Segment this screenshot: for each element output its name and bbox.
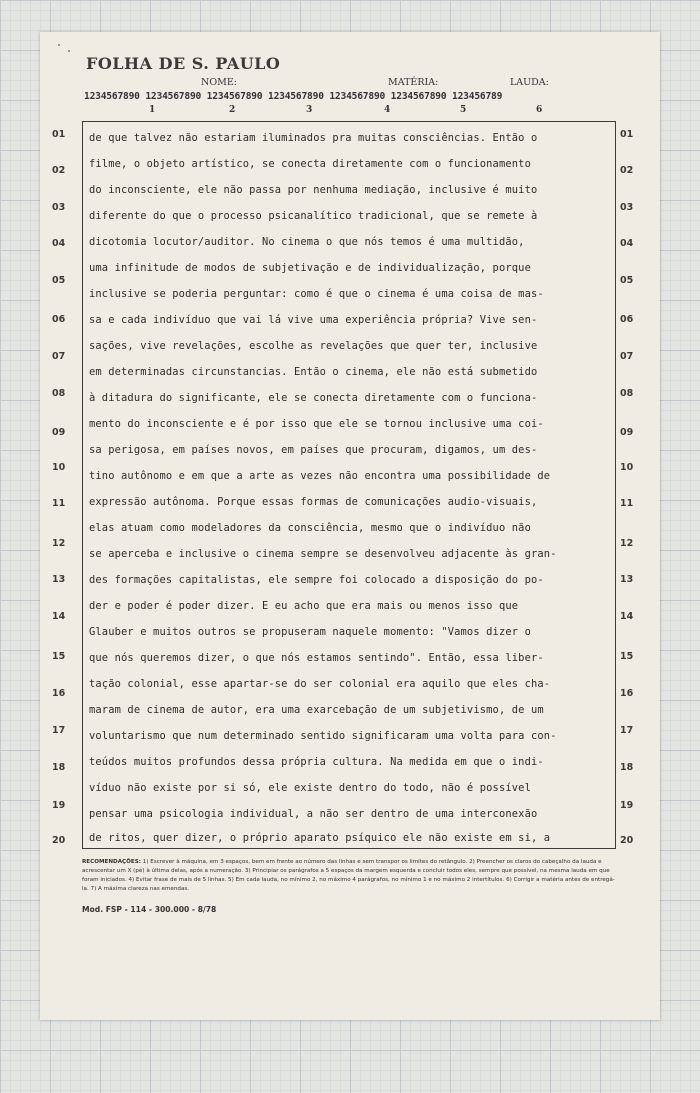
instructions-text: 1) Escrever à máquina, em 3 espaços, bem em frente ao número das linhas e sem transpor os limites do retângulo. 2) Preencher os claros do cabeçalho da lauda e acrescentar um X (pé) à última delas, após a numeração. 3) Principiar os parágrafos a 5 espaços da margem esquerda e concluir todos eles, sempre que possível, na mesma lauda em que foram iniciados. 4) Evitar frase de mais de 5 linhas. 5) Em cada lauda, no mínimo 2, no máximo 4 parágrafos, no mínimo 1 e no máximo 2 intertítulos. 6) Corrigir a matéria antes de entregá-la. 7) A máxima clareza nas emendas. bbox=[82, 859, 615, 892]
typed-line: Glauber e muitos outros se propuseram naquele momento: "Vamos dizer o bbox=[89, 626, 531, 638]
line-number-right: 14 bbox=[620, 611, 634, 622]
newspaper-masthead: FOLHA DE S. PAULO bbox=[86, 54, 281, 73]
line-number-right: 03 bbox=[620, 202, 634, 213]
line-number-right: 07 bbox=[620, 351, 634, 362]
line-number-left: 03 bbox=[52, 202, 66, 213]
line-number-right: 10 bbox=[620, 462, 634, 473]
line-number-right: 02 bbox=[620, 165, 634, 176]
typed-line: víduo não existe por si só, ele existe dentro do todo, não é possível bbox=[89, 782, 531, 794]
line-number-left: 11 bbox=[52, 498, 66, 509]
line-number-right: 08 bbox=[620, 388, 634, 399]
typed-line: elas atuam como modeladores da consciência, mesmo que o indivíduo não bbox=[89, 522, 531, 534]
typed-line: des formações capitalistas, ele sempre foi colocado a disposição do po- bbox=[89, 574, 544, 586]
line-number-left: 16 bbox=[52, 688, 66, 699]
line-number-right: 05 bbox=[620, 275, 634, 286]
line-number-left: 05 bbox=[52, 275, 66, 286]
line-number-left: 20 bbox=[52, 835, 66, 846]
typed-line: uma infinitude de modos de subjetivação e de individualização, porque bbox=[89, 262, 531, 274]
line-number-left: 07 bbox=[52, 351, 66, 362]
materia-field-label: MATÉRIA: bbox=[388, 77, 439, 88]
lauda-field-label: LAUDA: bbox=[510, 77, 549, 88]
column-ruler-mark: 3 bbox=[306, 105, 313, 115]
typing-area-rectangle bbox=[82, 121, 616, 849]
typed-line: à ditadura do significante, ele se conecta diretamente com o funciona- bbox=[89, 392, 538, 404]
line-number-left: 14 bbox=[52, 611, 66, 622]
line-number-left: 06 bbox=[52, 314, 66, 325]
line-number-right: 04 bbox=[620, 238, 634, 249]
line-number-right: 06 bbox=[620, 314, 634, 325]
line-number-right: 17 bbox=[620, 725, 634, 736]
typed-line: de ritos, quer dizer, o próprio aparato psíquico ele não existe em si, a bbox=[89, 832, 551, 844]
line-number-left: 18 bbox=[52, 762, 66, 773]
typed-line: pensar uma psicologia individual, a não ser dentro de uma interconexão bbox=[89, 808, 538, 820]
column-ruler-mark: 2 bbox=[229, 105, 236, 115]
typed-line: voluntarismo que num determinado sentido significaram uma volta para con- bbox=[89, 730, 557, 742]
line-number-left: 04 bbox=[52, 238, 66, 249]
column-ruler: 1234567890 1234567890 1234567890 1234567890 1234567890 1234567890 123456789 bbox=[84, 91, 503, 102]
nome-field-label: NOME: bbox=[201, 77, 237, 88]
punch-mark bbox=[68, 50, 70, 52]
line-number-left: 02 bbox=[52, 165, 66, 176]
typed-line: teúdos muitos profundos dessa própria cultura. Na medida em que o indi- bbox=[89, 756, 544, 768]
typed-line: filme, o objeto artístico, se conecta diretamente com o funcionamento bbox=[89, 158, 531, 170]
column-ruler-mark: 6 bbox=[536, 105, 543, 115]
line-number-right: 20 bbox=[620, 835, 634, 846]
typed-line: diferente do que o processo psicanalítico tradicional, que se remete à bbox=[89, 210, 538, 222]
form-model-number: Mod. FSP - 114 - 300.000 - 8/78 bbox=[82, 905, 217, 914]
line-number-left: 09 bbox=[52, 427, 66, 438]
line-number-right: 13 bbox=[620, 574, 634, 585]
typed-line: der e poder é poder dizer. E eu acho que era mais ou menos isso que bbox=[89, 600, 519, 612]
line-number-right: 09 bbox=[620, 427, 634, 438]
punch-mark bbox=[58, 44, 60, 46]
line-number-left: 13 bbox=[52, 574, 66, 585]
line-number-left: 01 bbox=[52, 129, 66, 140]
typed-line: se aperceba e inclusive o cinema sempre se desenvolveu adjacente às gran- bbox=[89, 548, 557, 560]
line-number-left: 10 bbox=[52, 462, 66, 473]
typed-line: sações, vive revelações, escolhe as revelações que quer ter, inclusive bbox=[89, 340, 538, 352]
line-number-right: 12 bbox=[620, 538, 634, 549]
typed-line: do inconsciente, ele não passa por nenhuma mediação, inclusive é muito bbox=[89, 184, 538, 196]
instructions-heading: RECOMENDAÇÕES: bbox=[82, 859, 141, 865]
line-number-right: 18 bbox=[620, 762, 634, 773]
column-ruler-mark: 5 bbox=[460, 105, 467, 115]
typed-line: que nós queremos dizer, o que nós estamos sentindo". Então, essa liber- bbox=[89, 652, 544, 664]
line-number-left: 19 bbox=[52, 800, 66, 811]
line-number-right: 16 bbox=[620, 688, 634, 699]
typed-line: dicotomia locutor/auditor. No cinema o que nós temos é uma multidão, bbox=[89, 236, 525, 248]
line-number-left: 15 bbox=[52, 651, 66, 662]
typed-line: maram de cinema de autor, era uma exarcebação de um subjetivismo, de um bbox=[89, 704, 544, 716]
typed-line: sa perigosa, em países novos, em países que procuram, digamos, um des- bbox=[89, 444, 538, 456]
typed-line: mento do inconsciente e é por isso que ele se tornou inclusive uma coi- bbox=[89, 418, 544, 430]
line-number-left: 08 bbox=[52, 388, 66, 399]
column-ruler-mark: 4 bbox=[384, 105, 391, 115]
typed-line: em determinadas circunstancias. Então o cinema, ele não está submetido bbox=[89, 366, 538, 378]
typed-line: expressão autônoma. Porque essas formas de comunicações audio-visuais, bbox=[89, 496, 538, 508]
typewriter-manuscript-sheet bbox=[40, 32, 660, 1020]
typed-line: tino autônomo e em que a arte as vezes não encontra uma possibilidade de bbox=[89, 470, 551, 482]
column-ruler-mark: 1 bbox=[149, 105, 156, 115]
line-number-right: 15 bbox=[620, 651, 634, 662]
line-number-right: 01 bbox=[620, 129, 634, 140]
line-number-right: 19 bbox=[620, 800, 634, 811]
typed-line: de que talvez não estariam iluminados pra muitas consciências. Então o bbox=[89, 132, 538, 144]
typing-instructions bbox=[82, 858, 616, 894]
typed-line: sa e cada indivíduo que vai lá vive uma experiência própria? Vive sen- bbox=[89, 314, 538, 326]
typed-line: inclusive se poderia perguntar: como é que o cinema é uma coisa de mas- bbox=[89, 288, 544, 300]
line-number-right: 11 bbox=[620, 498, 634, 509]
line-number-left: 17 bbox=[52, 725, 66, 736]
line-number-left: 12 bbox=[52, 538, 66, 549]
typed-line: tação colonial, esse apartar-se do ser colonial era aquilo que eles cha- bbox=[89, 678, 551, 690]
